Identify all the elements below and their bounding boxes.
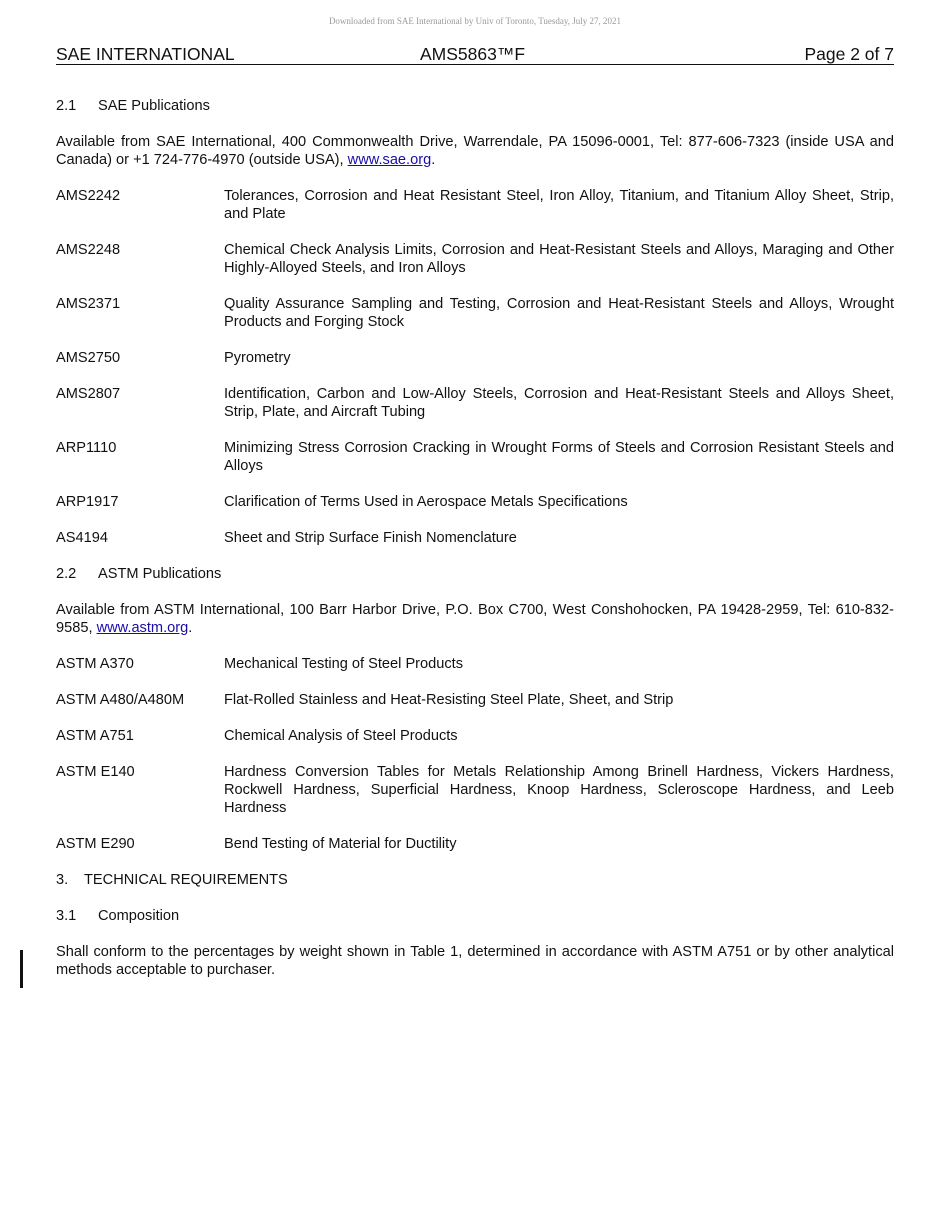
- reference-code: ARP1917: [56, 494, 119, 510]
- section-number: 3.1: [56, 908, 77, 924]
- reference-entry: [56, 835, 894, 853]
- section-number: 3.: [56, 872, 69, 888]
- reference-code: ASTM A370: [56, 656, 134, 672]
- reference-entry: [56, 241, 894, 277]
- section-sae-publications: [56, 97, 894, 115]
- reference-title: Chemical Check Analysis Limits, Corrosion and Heat-Resistant Steels and Alloys, Maraging and Other Highly-Alloyed Steels, and Iron Alloys: [224, 242, 894, 276]
- sae-availability-paragraph: [56, 133, 894, 169]
- astm-availability-paragraph: [56, 601, 894, 637]
- section-number: 2.1: [56, 98, 77, 114]
- reference-entry: [56, 691, 894, 709]
- reference-entry: [56, 493, 894, 511]
- sentence-end: .: [431, 152, 436, 168]
- header-organization: SAE INTERNATIONAL: [56, 44, 235, 64]
- reference-title: Identification, Carbon and Low-Alloy Steels, Corrosion and Heat-Resistant Steels and Alloys Sheet, Strip, Plate, and Aircraft Tubing: [224, 386, 894, 420]
- astm-availability-text: Available from ASTM International, 100 Barr Harbor Drive, P.O. Box C700, West Conshohocken, PA 19428-2959, Tel: 610-832-9585,: [56, 602, 894, 636]
- revision-change-bar: [20, 950, 23, 988]
- reference-entry: [56, 727, 894, 745]
- header-page-number: Page 2 of 7: [804, 44, 894, 64]
- reference-code: ARP1110: [56, 440, 117, 456]
- reference-code: AMS2750: [56, 350, 121, 366]
- sae-website-link[interactable]: www.sae.org: [347, 152, 432, 168]
- reference-code: AMS2807: [56, 386, 121, 402]
- reference-title: Bend Testing of Material for Ductility: [224, 836, 457, 852]
- reference-code: ASTM A480/A480M: [56, 692, 185, 708]
- reference-title: Flat-Rolled Stainless and Heat-Resisting Steel Plate, Sheet, and Strip: [224, 692, 674, 708]
- section-heading: TECHNICAL REQUIREMENTS: [84, 872, 288, 888]
- section-heading: ASTM Publications: [98, 566, 222, 582]
- reference-code: ASTM E140: [56, 764, 135, 780]
- composition-paragraph: Shall conform to the percentages by weight shown in Table 1, determined in accordance with ASTM A751 or by other analytical methods acceptable to purchaser.: [56, 944, 894, 978]
- reference-code: ASTM E290: [56, 836, 135, 852]
- reference-title: Sheet and Strip Surface Finish Nomenclature: [224, 530, 517, 546]
- header-document-number: AMS5863™F: [420, 44, 526, 64]
- section-technical-requirements: [56, 871, 894, 889]
- reference-title: Hardness Conversion Tables for Metals Relationship Among Brinell Hardness, Vickers Hardness, Rockwell Hardness, Superficial Hardness, Knoop Hardness, Scleroscope Hardness, and Leeb Hardness: [224, 764, 894, 816]
- document-body: [56, 97, 894, 997]
- reference-code: AMS2248: [56, 242, 121, 258]
- reference-code: AMS2371: [56, 296, 121, 312]
- reference-entry: [56, 187, 894, 223]
- page-header: [56, 44, 894, 65]
- reference-title: Tolerances, Corrosion and Heat Resistant Steel, Iron Alloy, Titanium, and Titanium Alloy Sheet, Strip, and Plate: [224, 188, 894, 222]
- reference-title: Clarification of Terms Used in Aerospace Metals Specifications: [224, 494, 628, 510]
- sentence-end: .: [188, 620, 193, 636]
- reference-title: Quality Assurance Sampling and Testing, Corrosion and Heat-Resistant Steels and Alloys, Wrought Products and Forging Stock: [224, 296, 894, 330]
- reference-title: Mechanical Testing of Steel Products: [224, 656, 464, 672]
- section-heading: Composition: [98, 908, 180, 924]
- reference-entry: [56, 439, 894, 475]
- reference-code: ASTM A751: [56, 728, 134, 744]
- reference-entry: [56, 529, 894, 547]
- section-heading: SAE Publications: [98, 98, 210, 114]
- astm-website-link[interactable]: www.astm.org: [96, 620, 189, 636]
- section-astm-publications: [56, 565, 894, 583]
- reference-entry: [56, 385, 894, 421]
- section-composition: [56, 907, 894, 925]
- reference-code: AS4194: [56, 530, 108, 546]
- reference-title: Minimizing Stress Corrosion Cracking in Wrought Forms of Steels and Corrosion Resistant Steels and Alloys: [224, 440, 894, 474]
- reference-entry: [56, 349, 894, 367]
- reference-entry: [56, 763, 894, 817]
- reference-title: Chemical Analysis of Steel Products: [224, 728, 458, 744]
- reference-title: Pyrometry: [224, 350, 291, 366]
- sae-availability-text: Available from SAE International, 400 Commonwealth Drive, Warrendale, PA 15096-0001, Tel: 877-606-7323 (inside USA and Canada) or +1 724-776-4970 (outside USA),: [56, 134, 894, 168]
- download-watermark: Downloaded from SAE International by Univ of Toronto, Tuesday, July 27, 2021: [328, 16, 622, 26]
- section-number: 2.2: [56, 566, 77, 582]
- reference-entry: [56, 295, 894, 331]
- reference-code: AMS2242: [56, 188, 121, 204]
- reference-entry: [56, 655, 894, 673]
